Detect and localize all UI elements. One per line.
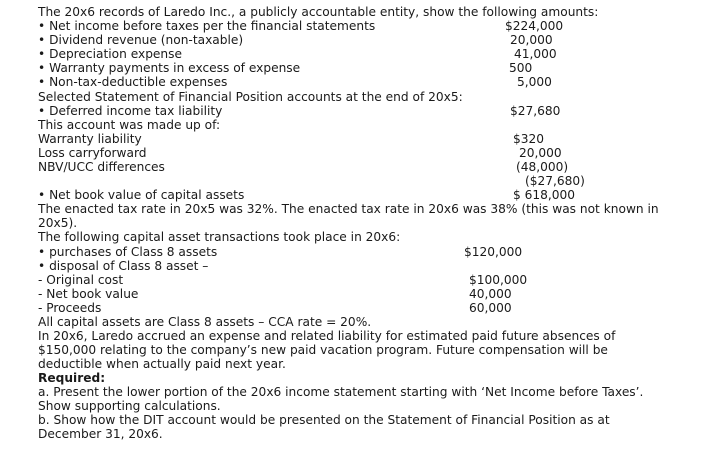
nbv-ucc-value: (48,000) [516, 160, 569, 174]
net-income-value: $224,000 [505, 19, 564, 33]
proceeds-value: 60,000 [469, 301, 512, 315]
original-cost-label: - Original cost [38, 273, 124, 287]
intro-text: The 20x6 records of Laredo Inc., a publicly accountable entity, show the following amounts: [38, 5, 599, 19]
cca-rate-text: All capital assets are Class 8 assets – CCA rate = 20%. [38, 315, 372, 329]
requirement-a-line-2: Show supporting calculations. [38, 399, 221, 413]
requirement-b-line-2: December 31, 20x6. [38, 427, 163, 441]
purchases-label: • purchases of Class 8 assets [38, 245, 218, 259]
dividend-label: • Dividend revenue (non-taxable) [38, 33, 244, 47]
dit-value: $27,680 [510, 104, 561, 118]
accrual-line-2: $150,000 relating to the company’s new paid vacation program. Future compensation will be [38, 343, 608, 357]
warranty-liability-value: $320 [513, 132, 545, 146]
nbv-ucc-label: NBV/UCC differences [38, 160, 165, 174]
capital-asset-intro: The following capital asset transactions took place in 20x6: [38, 230, 401, 244]
warranty-value: 500 [509, 61, 533, 75]
dit-label: • Deferred income tax liability [38, 104, 223, 118]
dividend-value: 20,000 [510, 33, 553, 47]
net-income-label: • Net income before taxes per the financial statements [38, 19, 376, 33]
nbv-label: - Net book value [38, 287, 139, 301]
purchases-value: $120,000 [464, 245, 523, 259]
nondeductible-value: 5,000 [517, 75, 552, 89]
warranty-liability-label: Warranty liability [38, 132, 142, 146]
accrual-line-3: deductible when actually paid next year. [38, 357, 286, 371]
nondeductible-label: • Non-tax-deductible expenses [38, 75, 228, 89]
accrual-line-1: In 20x6, Laredo accrued an expense and related liability for estimated paid future absences of [38, 329, 616, 343]
nbv-value: 40,000 [469, 287, 512, 301]
selected-sfp-heading: Selected Statement of Financial Position accounts at the end of 20x5: [38, 90, 463, 104]
nbv-assets-value: $ 618,000 [513, 188, 576, 202]
loss-carryforward-value: 20,000 [519, 146, 562, 160]
nbv-assets-label: • Net book value of capital assets [38, 188, 245, 202]
loss-carryforward-label: Loss carryforward [38, 146, 147, 160]
tax-rate-line-2: 20x5). [38, 216, 78, 230]
depreciation-label: • Depreciation expense [38, 47, 183, 61]
requirement-b-line-1: b. Show how the DIT account would be presented on the Statement of Financial Position as at [38, 413, 610, 427]
depreciation-value: 41,000 [514, 47, 557, 61]
dit-total-value: ($27,680) [525, 174, 585, 188]
warranty-label: • Warranty payments in excess of expense [38, 61, 301, 75]
made-up-of-text: This account was made up of: [38, 118, 221, 132]
proceeds-label: - Proceeds [38, 301, 102, 315]
original-cost-value: $100,000 [469, 273, 528, 287]
requirement-a-line-1: a. Present the lower portion of the 20x6 income statement starting with ‘Net Income before Taxes’. [38, 385, 644, 399]
disposal-label: • disposal of Class 8 asset – [38, 259, 209, 273]
required-heading: Required: [38, 371, 106, 385]
tax-rate-line-1: The enacted tax rate in 20x5 was 32%. The enacted tax rate in 20x6 was 38% (this was not known in [38, 202, 659, 216]
